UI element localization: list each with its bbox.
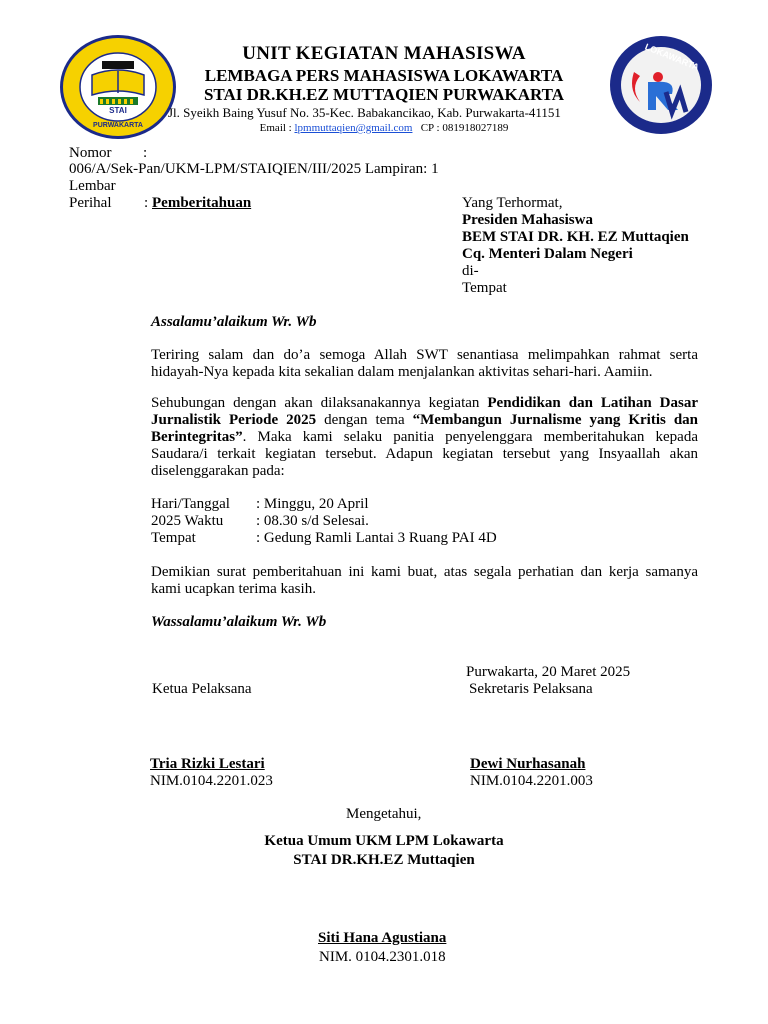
detail-time-label: 2025 Waktu xyxy=(151,513,224,529)
detail-day-value: : Minggu, 20 April xyxy=(256,496,369,512)
paragraph-1 xyxy=(151,347,698,381)
left-signer-name: Tria Rizki Lestari xyxy=(150,756,265,772)
recipient-line3: Cq. Menteri Dalam Negeri xyxy=(462,246,633,262)
header-title: UNIT KEGIATAN MAHASISWA xyxy=(242,43,526,64)
phone-number: CP : 081918027189 xyxy=(420,122,509,134)
p2-text-a: Sehubungan dengan akan dilaksanakannya kegiatan xyxy=(151,395,480,411)
lampiran-lembar: Lembar xyxy=(69,178,116,194)
detail-place-label: Tempat xyxy=(151,530,196,546)
recipient-line4: di- xyxy=(462,263,479,279)
detail-time-value: : 08.30 s/d Selesai. xyxy=(256,513,369,529)
paragraph-2-line-2 xyxy=(151,412,698,429)
paragraph-1-line-1: Teriring salam dan do’a semoga Allah SWT senantiasa melimpahkan rahmat serta xyxy=(151,347,698,363)
p2-text-g: . Maka kami selaku panitia penyelenggara memberitahukan kepada xyxy=(242,429,698,445)
p2-bold-b: Pendidikan dan Latihan Dasar xyxy=(487,395,699,411)
right-role: Sekretaris Pelaksana xyxy=(469,681,593,697)
perihal-label: Perihal xyxy=(69,195,112,211)
nomor-colon: : xyxy=(143,145,148,161)
lokawarta-logo-text: LOKAWARTA xyxy=(643,41,701,73)
perihal-value: Pemberitahuan xyxy=(152,195,252,211)
email-link[interactable]: lpmmuttaqien@gmail.com xyxy=(294,122,413,134)
p2-bold-e: “Membangun Jurnalisme yang Kritis dan xyxy=(412,412,699,428)
p2-bold-f: Berintegritas” xyxy=(151,429,243,445)
header-contact xyxy=(0,122,768,134)
recipient-greeting: Yang Terhormat, xyxy=(462,195,563,211)
paragraph-2-line-5: diselenggarakan pada: xyxy=(151,463,285,479)
chair-role-2: STAI DR.KH.EZ Muttaqien xyxy=(293,852,475,868)
left-role: Ketua Pelaksana xyxy=(152,681,252,697)
right-signer-nim: NIM.0104.2201.003 xyxy=(470,773,593,789)
closing-greeting: Wassalamu’alaikum Wr. Wb xyxy=(151,614,327,630)
paragraph-2 xyxy=(151,395,698,480)
stai-logo-badge: STAI xyxy=(109,106,127,115)
header-address: Jl. Syeikh Baing Yusuf No. 35-Kec. Babakancikao, Kab. Purwakarta-41151 xyxy=(168,105,561,120)
header-institution: STAI DR.KH.EZ MUTTAQIEN PURWAKARTA xyxy=(203,85,565,104)
paragraph-3 xyxy=(151,564,698,598)
recipient-line1: Presiden Mahasiswa xyxy=(462,212,593,228)
header-org: LEMBAGA PERS MAHASISWA LOKAWARTA xyxy=(204,66,564,85)
p2-bold-c: Jurnalistik Periode 2025 xyxy=(151,412,317,428)
paragraph-2-line-1 xyxy=(151,395,698,412)
right-signer-name: Dewi Nurhasanah xyxy=(470,756,586,772)
paragraph-3-line-1: Demikian surat pemberitahuan ini kami buat, atas segala perhatian dan kerja samanya xyxy=(151,564,698,580)
p2-text-d: dengan tema xyxy=(324,412,405,428)
detail-place-value: : Gedung Ramli Lantai 3 Ruang PAI 4D xyxy=(256,530,497,546)
paragraph-1-line-2: hidayah-Nya kepada kita sekalian dalam menjalankan aktivitas sehari-hari. Aamiin. xyxy=(151,364,653,380)
detail-day-label: Hari/Tanggal xyxy=(151,496,230,512)
email-label: Email : xyxy=(259,122,292,134)
left-signer-nim: NIM.0104.2201.023 xyxy=(150,773,273,789)
nomor-label: Nomor xyxy=(69,145,112,161)
place-date: Purwakarta, 20 Maret 2025 xyxy=(466,664,631,680)
acknowledged-label: Mengetahui, xyxy=(346,806,422,822)
paragraph-2-line-3 xyxy=(151,429,698,446)
chair-name: Siti Hana Agustiana xyxy=(318,930,447,946)
opening-greeting: Assalamu’alaikum Wr. Wb xyxy=(151,314,317,330)
stai-logo-bottom: PURWAKARTA xyxy=(93,122,143,129)
perihal-colon: : xyxy=(144,195,149,211)
paragraph-2-line-4: Saudara/i terkait kegiatan tersebut. Adapun kegiatan tersebut yang Insyaallah akan xyxy=(151,446,698,462)
chair-nim: NIM. 0104.2301.018 xyxy=(319,949,446,965)
recipient-line5: Tempat xyxy=(462,280,507,296)
recipient-line2: BEM STAI DR. KH. EZ Muttaqien xyxy=(462,229,689,245)
paragraph-3-line-2: kami ucapkan terima kasih. xyxy=(151,581,316,597)
chair-role-1: Ketua Umum UKM LPM Lokawarta xyxy=(264,833,504,849)
nomor-value: 006/A/Sek-Pan/UKM-LPM/STAIQIEN/III/2025 Lampiran: 1 xyxy=(69,161,439,177)
